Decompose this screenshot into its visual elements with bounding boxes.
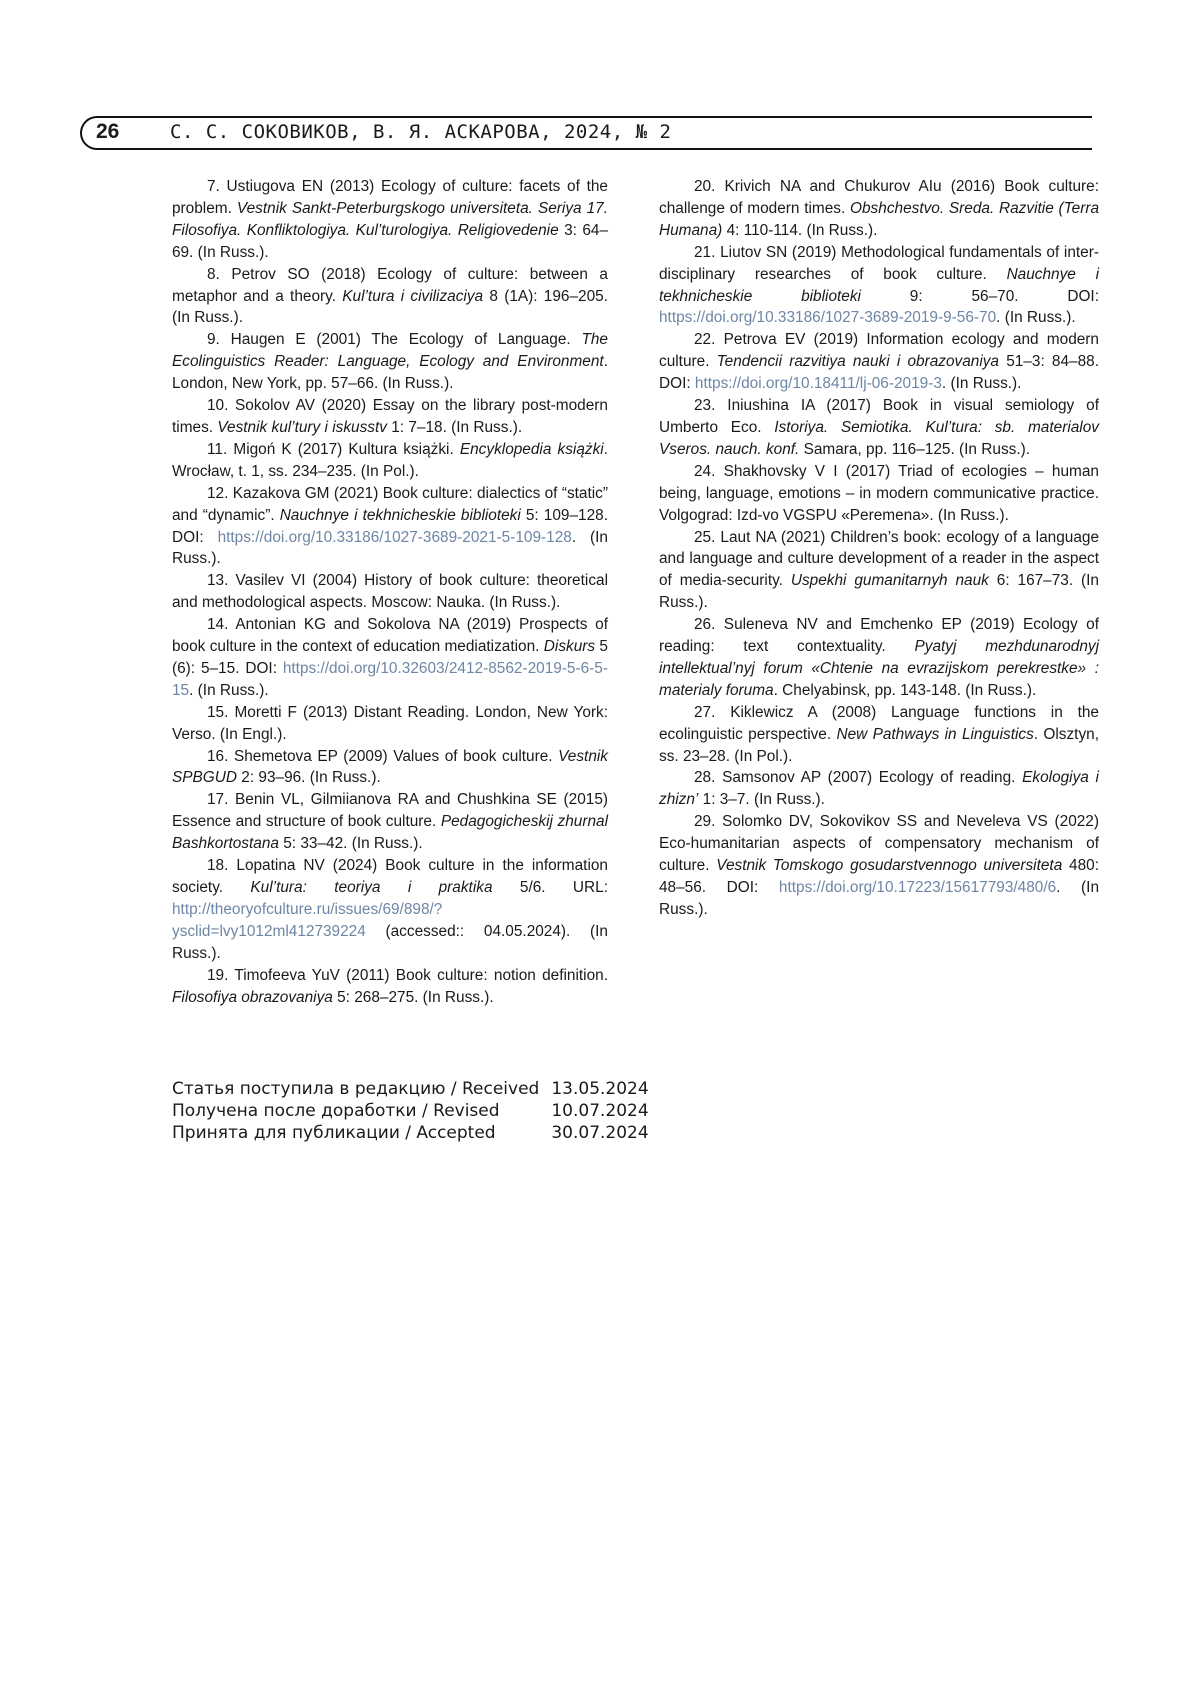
reference-text: 5: 33–42. (In Russ.). (278, 835, 423, 853)
reference-item (172, 176, 608, 264)
reference-source-title: New Pathways in Linguistics (836, 725, 1034, 743)
reference-text: 26. Suleneva NV and Emchenko EP (2019) Ecology of reading: text contextuality. (659, 616, 1099, 656)
reference-item (172, 395, 608, 439)
reference-text: 9: 56–70. DOI: (860, 287, 1099, 305)
reference-text: . (In Russ.). (659, 879, 1100, 918)
reference-text: 15. Moretti F (2013) Distant Reading. London, New York: Verso. (In Engl.). (172, 703, 608, 743)
reference-text: 14. Antonian KG and Sokolova NA (2019) Prospects of book culture in the context of education mediatization. (172, 616, 608, 656)
reference-source-title: Nauchnye i tekhnicheskie biblioteki (659, 265, 1100, 305)
reference-link[interactable]: https://doi.org/10.17223/15617793/480/6 (778, 879, 1057, 896)
date-label: Статья поступила в редакцию / Received (172, 1079, 540, 1099)
reference-text: . (In Russ.). (172, 528, 608, 568)
reference-text: 16. Shemetova EP (2009) Values of book culture. (207, 747, 559, 765)
reference-text: . Olsztyn, ss. 23–28. (In Pol.). (659, 725, 1099, 765)
reference-text: 8 (1A): 196–205. (In Russ.). (172, 287, 608, 327)
reference-source-title: Uspekhi gumanitarnyh nauk (790, 572, 989, 590)
references-column-right (659, 176, 1099, 921)
date-value: 10.07.2024 (551, 1101, 649, 1121)
reference-item (172, 855, 608, 965)
date-row-revised (172, 1100, 649, 1122)
reference-source-title: Encyklopedia książki (459, 440, 604, 458)
reference-text: 9. Haugen E (2001) The Ecology of Language. (207, 331, 582, 349)
references-column-left (172, 176, 608, 1008)
reference-item (172, 614, 608, 702)
reference-item (659, 329, 1099, 395)
reference-text: 5 (6): 5–15. DOI: (172, 638, 608, 677)
reference-text: 24. Shakhovsky V I (2017) Triad of ecologies – human being, language, emotions – in modern communicative practice. Volgograd: Izd-vo VGSPU «Peremena». (In Russ.). (659, 462, 1099, 524)
reference-text: (accessed:: 04.05.2024). (In Russ.). (172, 922, 608, 962)
reference-source-title: Filosofiya obrazovaniya (172, 988, 333, 1006)
reference-source-title: Tendencii razvitiya nauki i obrazovaniya (716, 353, 999, 371)
reference-text: 4: 110-114. (In Russ.). (722, 221, 878, 239)
reference-item (172, 264, 608, 330)
reference-text: 10. Sokolov AV (2020) Essay on the library post-modern times. (172, 397, 608, 436)
reference-text: . (In Russ.). (941, 375, 1022, 393)
reference-item (659, 767, 1099, 811)
date-value: 13.05.2024 (551, 1079, 649, 1099)
reference-text: . Chelyabinsk, pp. 143-148. (In Russ.). (773, 681, 1037, 699)
reference-source-title: Vestnik SPBGUD (172, 747, 608, 787)
reference-source-title: Istoriya. Semiotika. Kul’tura: sb. materialov Vseros. nauch. konf. (659, 418, 1099, 458)
reference-item (172, 483, 608, 571)
submission-dates (172, 1078, 649, 1144)
reference-item (172, 965, 608, 1009)
reference-text: 25. Laut NA (2021) Children’s book: ecology of a language and language and culture development of a reader in the aspect of media-security. (659, 528, 1099, 590)
reference-text: . (In Russ.). (996, 309, 1076, 327)
reference-text: 5/6. URL: (492, 879, 609, 896)
reference-text: 29. Solomko DV, Sokovikov SS and Neveleva VS (2022) Eco-humanitarian aspects of compensatory mechanism of culture. (659, 813, 1099, 875)
reference-item (659, 395, 1099, 461)
reference-item (659, 811, 1099, 921)
reference-source-title: Obshchestvo. Sreda. Razvitie (Terra Humana) (659, 199, 1100, 239)
reference-item (172, 439, 608, 483)
reference-text: 2: 93–96. (In Russ.). (237, 769, 381, 787)
reference-text: 5: 109–128. DOI: (172, 506, 608, 546)
reference-text: 5: 268–275. (In Russ.). (332, 988, 494, 1006)
reference-item (659, 242, 1099, 330)
reference-source-title: Pedagogicheskij zhurnal Bashkortostana (172, 813, 609, 853)
reference-text: 480: 48–56. DOI: (659, 857, 1099, 896)
reference-text: 11. Migoń K (2017) Kultura książki. (207, 440, 460, 458)
reference-item (659, 527, 1099, 615)
reference-text: 8. Petrov SO (2018) Ecology of culture: between a metaphor and a theory. (172, 265, 608, 305)
reference-source-title: Diskurs (543, 638, 596, 656)
reference-text: 20. Krivich NA and Chukurov AIu (2016) Book culture: challenge of modern times. (659, 178, 1099, 217)
reference-link[interactable]: https://doi.org/10.33186/1027-3689-2019-9-56-70 (659, 309, 997, 327)
reference-text: 12. Kazakova GM (2021) Book culture: dialectics of “static” and “dynamic”. (172, 484, 608, 524)
date-label: Получена после доработки / Revised (172, 1101, 500, 1121)
reference-text: 22. Petrova EV (2019) Information ecology and modern culture. (659, 331, 1099, 371)
page-number: 26 (96, 120, 120, 143)
reference-text: 18. Lopatina NV (2024) Book culture in the information society. (172, 857, 608, 896)
page-header (80, 116, 1092, 150)
reference-text: 21. Liutov SN (2019) Methodological fundamentals of inter-disciplinary researches of book culture. (659, 243, 1099, 283)
reference-text: 23. Iniushina IA (2017) Book in visual semiology of Umberto Eco. (659, 397, 1099, 436)
reference-item (659, 614, 1099, 702)
reference-text: 1: 3–7. (In Russ.). (698, 791, 825, 809)
reference-text: 6: 167–73. (In Russ.). (659, 572, 1099, 612)
reference-link[interactable]: https://doi.org/10.18411/lj-06-2019-3 (694, 375, 942, 393)
reference-text: 3: 64–69. (In Russ.). (172, 221, 609, 261)
reference-text: 19. Timofeeva YuV (2011) Book culture: notion definition. (207, 966, 608, 984)
reference-item (659, 702, 1099, 768)
date-label: Принята для публикации / Accepted (172, 1123, 496, 1143)
reference-item (659, 176, 1099, 242)
reference-item (172, 746, 608, 790)
date-row-accepted (172, 1122, 649, 1144)
reference-source-title: Vestnik kul’tury i iskusstv (217, 418, 387, 436)
reference-source-title: Pyatyj mezhdunarodnyj intellektual’nyj forum «Chtenie na evrazijskom perekrestke» : materialy foruma (659, 638, 1099, 699)
reference-item (172, 570, 608, 614)
reference-link[interactable]: http://theoryofculture.ru/issues/69/898/?ysclid=lvy1012ml412739224 (172, 900, 443, 940)
reference-text: 51–3: 84–88. DOI: (659, 353, 1099, 393)
reference-text: . (In Russ.). (189, 681, 269, 699)
reference-source-title: Kul’tura: teoriya i praktika (250, 879, 493, 896)
reference-source-title: Ekologiya i zhizn’ (659, 769, 1099, 809)
reference-text: 17. Benin VL, Gilmiianova RA and Chushkina SE (2015) Essence and structure of book culture. (172, 791, 608, 831)
reference-text: 1: 7–18. (In Russ.). (386, 418, 523, 436)
reference-source-title: The Ecolinguistics Reader: Language, Ecology and Environment (172, 331, 608, 371)
reference-text: 7. Ustiugova EN (2013) Ecology of culture: facets of the problem. (172, 178, 608, 217)
reference-text: . London, New York, pp. 57–66. (In Russ.). (172, 353, 608, 393)
reference-text: 27. Kiklewicz A (2008) Language functions in the ecolinguistic perspective. (659, 703, 1099, 743)
reference-source-title: Kul’tura i civilizaciya (342, 287, 484, 305)
reference-item (172, 702, 608, 746)
reference-link[interactable]: https://doi.org/10.33186/1027-3689-2021-5-109-128 (217, 528, 572, 546)
running-title: С. С. СОКОВИКОВ, В. Я. АСКАРОВА, 2024, № 2 (170, 121, 672, 143)
reference-source-title: Vestnik Sankt-Peterburgskogo universiteta. Seriya 17. Filosofiya. Konfliktologiya. Kul’turologiya. Religiovedenie (172, 199, 608, 239)
reference-link[interactable]: https://doi.org/10.32603/2412-8562-2019-5-6-5-15 (172, 659, 608, 699)
reference-source-title: Vestnik Tomskogo gosudarstvennogo universiteta (716, 857, 1063, 875)
date-row-received (172, 1078, 649, 1100)
reference-text: Samara, pp. 116–125. (In Russ.). (799, 440, 1031, 458)
date-value: 30.07.2024 (551, 1123, 649, 1143)
reference-item (659, 461, 1099, 527)
reference-item (172, 789, 608, 855)
reference-text: 13. Vasilev VI (2004) History of book culture: theoretical and methodological aspects. Moscow: Nauka. (In Russ.). (172, 572, 608, 612)
reference-item (172, 329, 608, 395)
reference-text: 28. Samsonov AP (2007) Ecology of reading. (694, 769, 1023, 787)
reference-text: . Wrocław, t. 1, ss. 234–235. (In Pol.). (172, 440, 608, 480)
reference-source-title: Nauchnye i tekhnicheskie biblioteki (279, 506, 521, 524)
